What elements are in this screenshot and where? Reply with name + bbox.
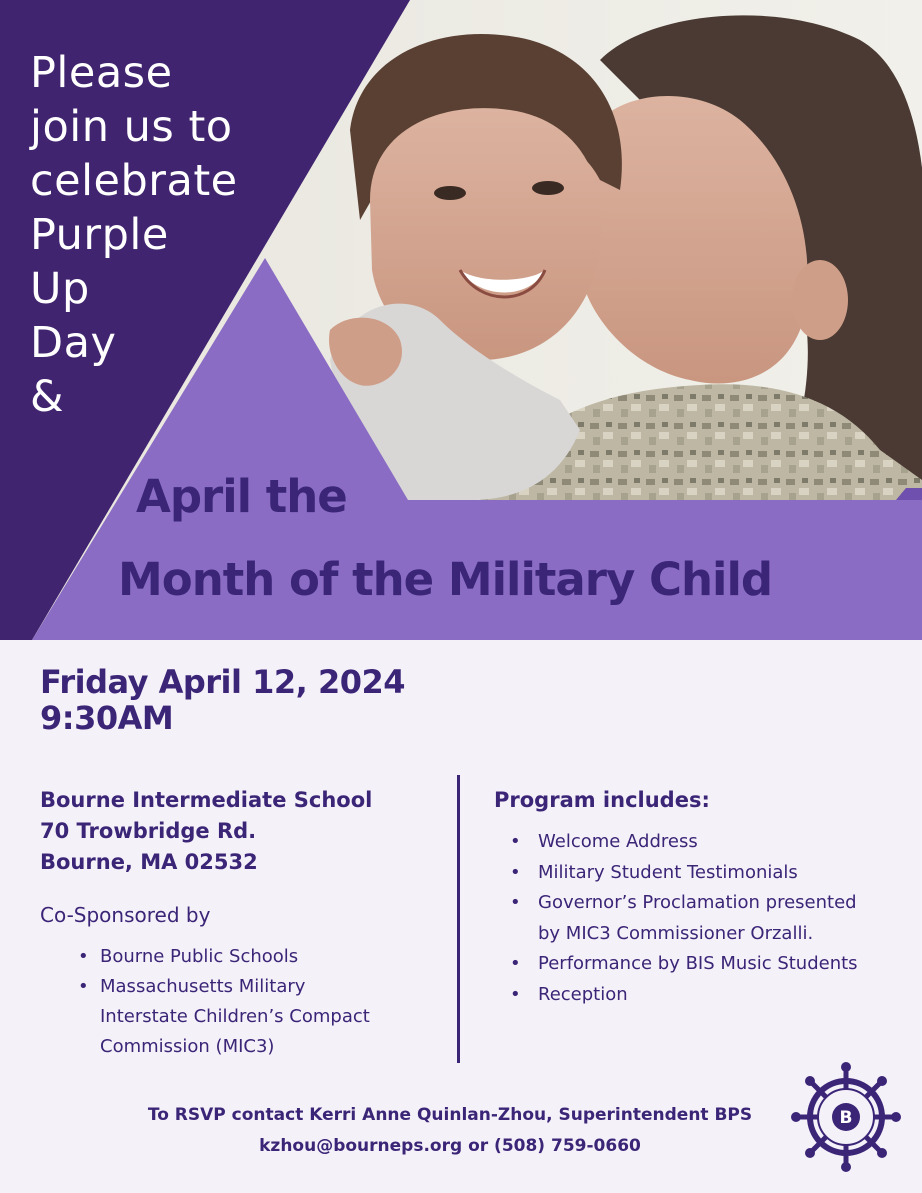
event-time: 9:30AM <box>40 699 174 737</box>
list-item-continuation: by MIC3 Commissioner Orzalli. <box>538 922 814 944</box>
list-item: • Welcome Address <box>510 827 910 858</box>
event-datetime <box>40 664 405 736</box>
ship-wheel-logo <box>790 1061 902 1173</box>
venue-address <box>40 785 372 878</box>
list-item-continuation: Commission (MIC3) <box>100 1036 275 1057</box>
venue-street: 70 Trowbridge Rd. <box>40 819 257 843</box>
cosponsors-title: Co-Sponsored by <box>40 903 211 927</box>
logo-letter: B <box>839 1108 853 1128</box>
program-list <box>510 827 910 1010</box>
invite-line: Day <box>30 318 117 368</box>
rsvp-info <box>0 1100 900 1162</box>
invite-line: join us to <box>30 102 233 152</box>
invite-line: Purple <box>30 210 169 260</box>
list-item: • Military Student Testimonials <box>510 858 910 889</box>
program-title: Program includes: <box>494 788 710 812</box>
invite-line: Please <box>30 48 173 98</box>
rsvp-contact: To RSVP contact Kerri Anne Quinlan-Zhou, Superintendent BPS <box>147 1105 753 1125</box>
invite-text <box>30 46 290 424</box>
list-item: • Governor’s Proclamation presented <box>510 888 910 919</box>
invite-line: celebrate <box>30 156 238 206</box>
column-divider <box>457 775 460 1063</box>
list-item: • Reception <box>510 980 910 1011</box>
headline-line-2: Month of the Military Child <box>118 553 773 606</box>
cosponsors-list <box>78 942 418 1062</box>
list-item: • Massachusetts Military <box>78 972 418 1002</box>
invite-line: & <box>30 372 65 422</box>
list-item-continuation: Interstate Children’s Compact <box>100 1006 370 1027</box>
invite-line: Up <box>30 264 90 314</box>
headline-line-1: April the <box>136 470 347 523</box>
venue-city: Bourne, MA 02532 <box>40 850 258 874</box>
list-item: • Bourne Public Schools <box>78 942 418 972</box>
venue-name: Bourne Intermediate School <box>40 788 373 812</box>
rsvp-email-phone[interactable]: kzhou@bourneps.org or (508) 759-0660 <box>259 1136 641 1156</box>
event-date: Friday April 12, 2024 <box>40 663 405 701</box>
list-item: • Performance by BIS Music Students <box>510 949 910 980</box>
